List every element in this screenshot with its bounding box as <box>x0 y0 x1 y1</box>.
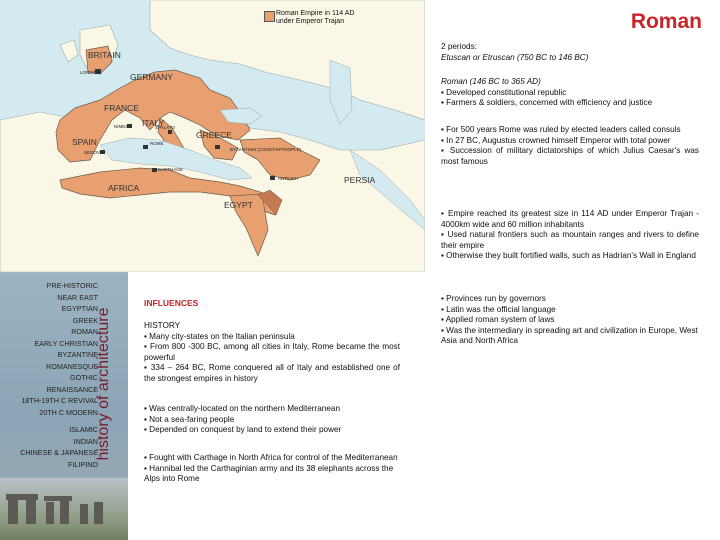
stonehenge-image <box>0 478 128 540</box>
city-rome: ROME <box>150 141 164 146</box>
era-item[interactable]: ISLAMIC <box>69 425 98 434</box>
era-item[interactable]: GOTHIC <box>70 373 98 382</box>
legend-line-2: under Emperor Trajan <box>276 18 345 25</box>
region-egypt: EGYPT <box>224 200 253 210</box>
era-item[interactable]: ROMANESQUE <box>46 361 98 371</box>
region-italy: ITALY <box>142 118 165 128</box>
empire-map <box>0 0 425 272</box>
province-point: ▪ Was the intermediary in spreading art and civilization in Europe, West Asia and North Africa <box>441 325 698 345</box>
era-item[interactable]: PRE-HISTORIC <box>46 281 98 290</box>
province-block <box>441 294 699 347</box>
province-point: ▪ Applied roman system of laws <box>441 315 555 324</box>
history-heading: HISTORY <box>144 321 181 330</box>
city-byzantium: BYZANTIUM (CONSTANTINOPLE) <box>230 147 302 152</box>
city-nimes: NIMES <box>114 124 129 129</box>
region-persia: PERSIA <box>344 175 376 185</box>
era-item[interactable]: EARLY CHRISTIAN <box>34 338 98 348</box>
city-antioch: ANTIOCH <box>278 176 299 181</box>
era-item[interactable]: GREEK <box>72 315 98 325</box>
era-item[interactable]: BYZANTINE <box>57 350 98 359</box>
roman-point: ▪ Developed constitutional republic <box>441 87 567 97</box>
war-point: ▪ Fought with Carthage in North Africa for control of the Mediterranean <box>144 453 398 462</box>
geo-point: ▪ Was centrally-located on the northern Mediterranean <box>144 404 341 413</box>
legend-swatch <box>264 11 275 22</box>
region-france: FRANCE <box>104 103 139 113</box>
periods-etruscan: Etuscan or Etruscan (750 BC to 146 BC) <box>441 52 589 62</box>
city-carthage: CARTHAGE <box>158 167 183 172</box>
geo-block <box>144 404 400 436</box>
empire-block <box>441 209 699 262</box>
era-item[interactable]: CHINESE & JAPANESE <box>20 448 98 457</box>
history-point: ▪ Many city-states on the Italian peninsula <box>144 331 295 341</box>
periods-block <box>441 42 699 63</box>
legend-line-1: Roman Empire in 114 AD <box>276 10 355 17</box>
city-spalato: SPALATO <box>155 125 176 130</box>
map-legend <box>276 10 354 26</box>
history-block <box>144 321 400 384</box>
history-point: ▪ 334 – 264 BC, Rome conquered all of Italy and established one of the strongest empires in history <box>144 363 400 383</box>
war-block <box>144 453 400 485</box>
periods-heading: 2 periods: <box>441 42 477 51</box>
city-london: LONDON <box>80 70 100 75</box>
rule-block <box>441 125 699 167</box>
roman-period: Roman (146 BC to 365 AD) <box>441 77 541 86</box>
empire-point: ▪ Empire reached its greatest size in 114 AD under Emperor Trajan - 4000km wide and 60 million inhabitants <box>441 209 699 229</box>
region-spain: SPAIN <box>72 137 97 147</box>
province-point: ▪ Provinces run by governors <box>441 294 546 303</box>
influences-heading: INFLUENCES <box>144 298 199 308</box>
region-greece: GREECE <box>196 130 232 140</box>
era-item[interactable]: EGYPTIAN <box>61 304 98 313</box>
history-point: ▪ From 800 -300 BC, among all cities in Italy, Rome became the most powerful <box>144 342 400 362</box>
era-item[interactable]: 18TH-19TH C REVIVAL <box>21 396 98 405</box>
geo-point: ▪ Not a sea-faring people <box>144 414 235 424</box>
province-point: ▪ Latin was the official language <box>441 304 556 314</box>
region-germany: GERMANY <box>130 72 173 82</box>
region-africa: AFRICA <box>108 183 140 193</box>
empire-point: ▪ Otherwise they built fortified walls, such as Hadrian's Wall in England <box>441 251 696 260</box>
empire-point: ▪ Used natural frontiers such as mountain ranges and rivers to define their empire <box>441 230 699 250</box>
sidebar-heading: history of architecture <box>95 307 112 461</box>
era-list <box>20 280 98 470</box>
era-item[interactable]: 20TH C MODERN <box>39 407 98 417</box>
era-item[interactable]: INDIAN <box>73 436 98 446</box>
era-item[interactable]: FILIPINO <box>68 459 98 469</box>
rule-point: ▪ Succession of military dictatorships of which Julius Caesar's was most famous <box>441 146 699 166</box>
roman-point: ▪ Farmers & soldiers, concerned with efficiency and justice <box>441 98 653 107</box>
war-point: ▪ Hannibal led the Carthaginian army and its 38 elephants across the Alps into Rome <box>144 463 394 483</box>
page-title: Roman <box>630 10 702 33</box>
geo-point: ▪ Depended on conquest by land to extend their power <box>144 425 342 434</box>
region-britain: BRITAIN <box>88 50 121 60</box>
era-item[interactable]: NEAR EAST <box>57 292 98 302</box>
era-item-current[interactable]: ROMAN <box>71 327 98 336</box>
rule-point: ▪ For 500 years Rome was ruled by elected leaders called consuls <box>441 125 681 134</box>
era-item[interactable]: RENAISSANCE <box>46 384 98 394</box>
rule-point: ▪ In 27 BC, Augustus crowned himself Emperor with total power <box>441 135 671 145</box>
roman-period-block <box>441 77 699 109</box>
city-segovia: SEGOVIA <box>84 150 105 155</box>
